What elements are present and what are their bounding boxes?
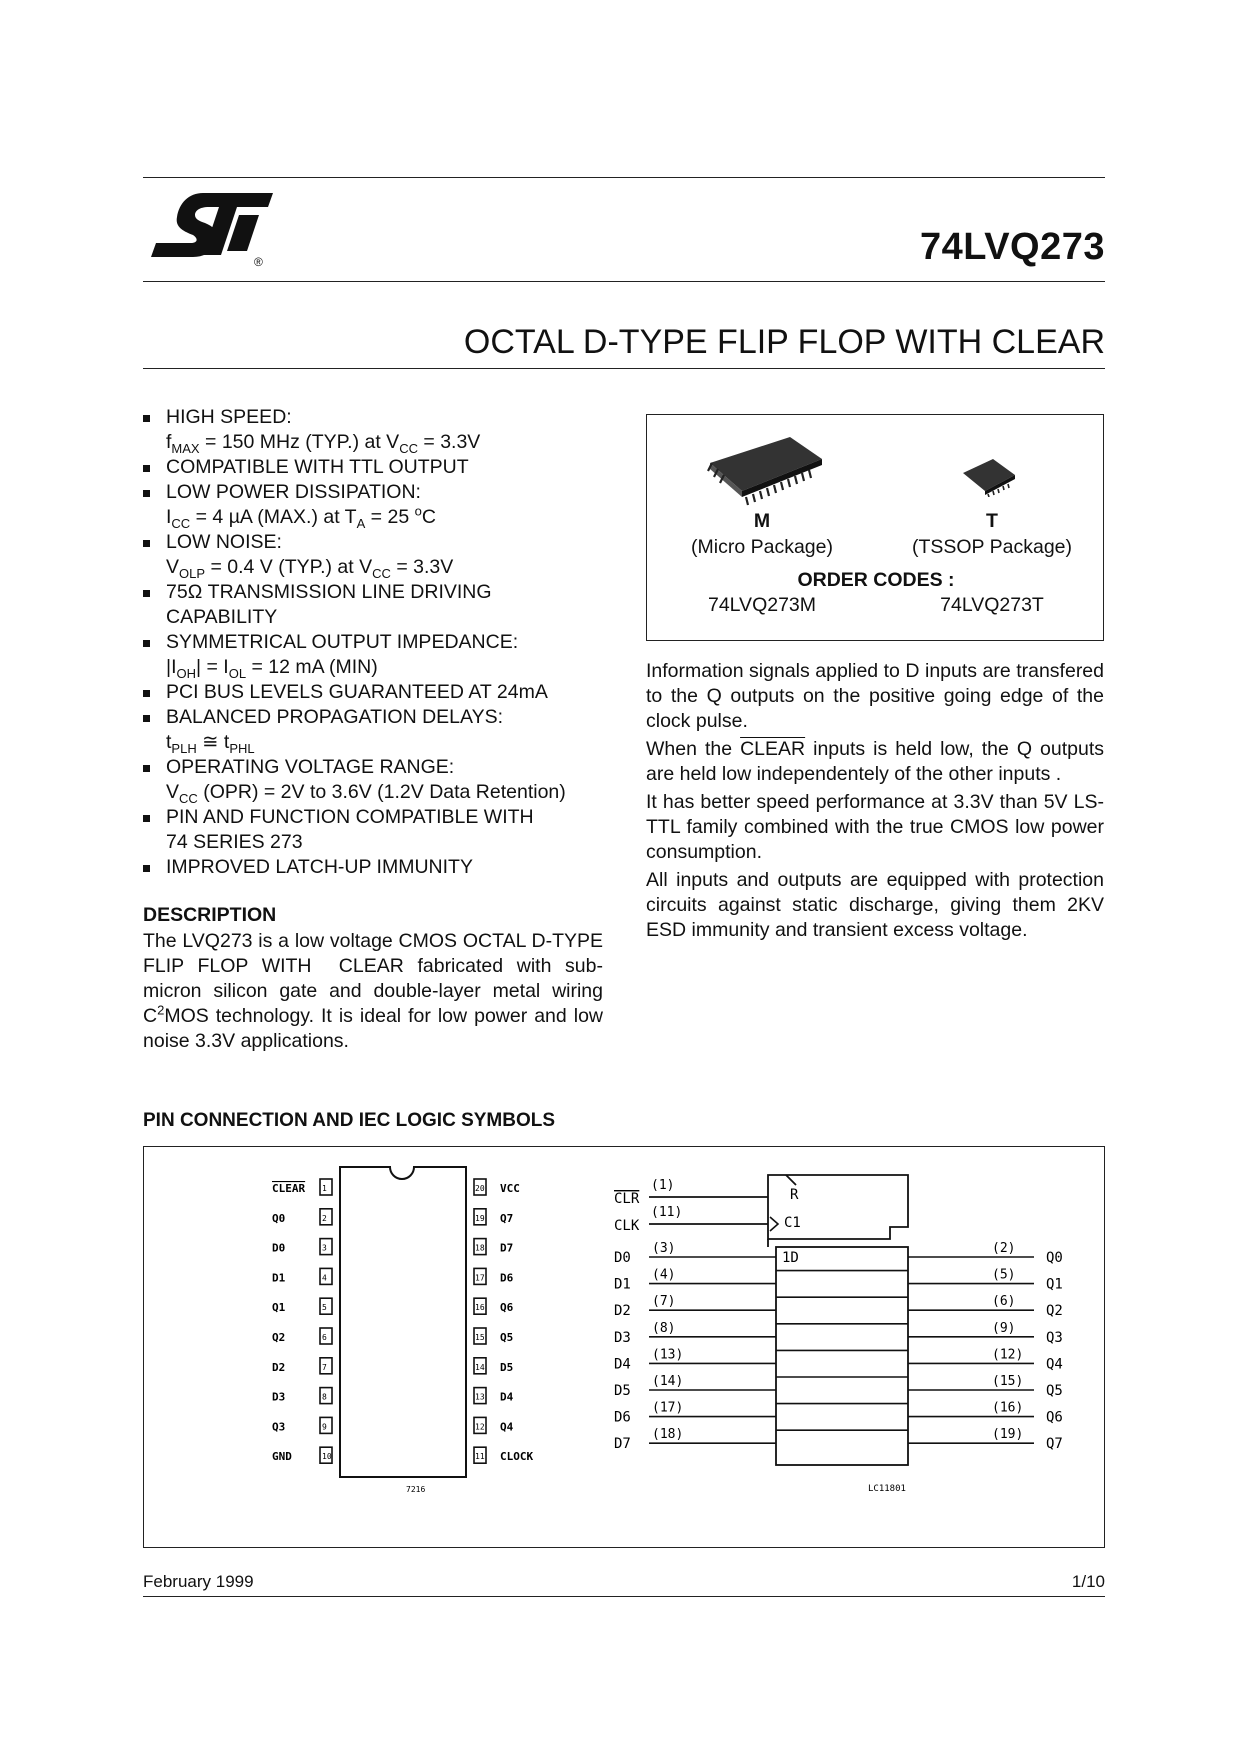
iec-input-label: D2 xyxy=(614,1303,631,1320)
iec-output-label: Q1 xyxy=(1046,1276,1063,1293)
iec-clr-label: CLR xyxy=(614,1191,640,1207)
iec-output-label: Q0 xyxy=(1046,1250,1063,1266)
iec-input-pin: (3) xyxy=(652,1241,676,1256)
iec-input-pin: (7) xyxy=(652,1294,676,1310)
dip-left-pin-number: 5 xyxy=(322,1303,327,1313)
dip-right-pin-label: D5 xyxy=(500,1360,514,1374)
feature-detail: CAPABILITY xyxy=(166,606,278,628)
dip-right-pin-label: D4 xyxy=(500,1390,514,1404)
tssop-package-letter: T xyxy=(986,510,998,532)
feature-item: COMPATIBLE WITH TTL OUTPUT xyxy=(143,455,603,480)
iec-output-label: Q3 xyxy=(1046,1329,1063,1346)
iec-c1-label: C1 xyxy=(784,1215,801,1231)
feature-item: 75Ω TRANSMISSION LINE DRIVING xyxy=(143,580,603,605)
footer-rule xyxy=(143,1596,1105,1597)
dip-right-pin-label: CLOCK xyxy=(500,1450,534,1464)
order-code-t: 74LVQ273T xyxy=(940,594,1044,616)
iec-input-pin: (13) xyxy=(652,1347,684,1363)
dip-left-pin-label: GND xyxy=(272,1450,292,1464)
feature-detail: $t_{PLH}$ ≅ $t_{PHL}$ xyxy=(166,731,255,756)
feature-detail: 74 SERIES 273 xyxy=(166,831,303,853)
iec-input-label: D3 xyxy=(614,1329,631,1346)
feature-detail: $f_{MAX} = 150$ MHz (TYP.) at $V_{CC} = 3.3V$ xyxy=(166,431,481,456)
dip-left-pin-label: CLEAR xyxy=(272,1182,306,1195)
right-description xyxy=(646,659,1104,946)
iec-output-label: Q5 xyxy=(1046,1383,1063,1399)
footer-date: February 1999 xyxy=(143,1572,254,1591)
dip-left-pin-label: Q2 xyxy=(272,1331,286,1344)
iec-input-pin: (17) xyxy=(652,1400,684,1416)
dip-right-pin-number: 16 xyxy=(475,1303,485,1313)
feature-item: LOW NOISE: xyxy=(143,530,603,555)
iec-output-pin: (19) xyxy=(992,1427,1024,1443)
dip-right-pin-number: 14 xyxy=(475,1362,485,1372)
micro-package-letter: M xyxy=(753,510,771,532)
dip-left-pin-label: D1 xyxy=(272,1271,286,1285)
dip-right-pin-number: 20 xyxy=(475,1184,485,1193)
iec-output-label: Q4 xyxy=(1046,1356,1063,1373)
iec-clr-pin: (1) xyxy=(651,1178,675,1193)
iec-input-label: D4 xyxy=(614,1356,631,1373)
feature-item: PCI BUS LEVELS GUARANTEED AT 24mA xyxy=(143,680,603,705)
dip-left-pin-number: 7 xyxy=(322,1362,327,1372)
tssop-package-name: (TSSOP Package) xyxy=(911,536,1073,558)
right-paragraph-1: Information signals applied to D inputs are transfered to the Q outputs on the positive going edge of the clock pulse. xyxy=(646,660,1104,732)
dip-right-pin-label: VCC xyxy=(500,1182,520,1195)
clear-overline: CLEAR xyxy=(740,738,806,760)
iec-code: LC11801 xyxy=(868,1484,906,1494)
pin-diagrams xyxy=(144,1147,1104,1547)
dip-left-pin-number: 2 xyxy=(322,1213,327,1223)
iec-output-pin: (16) xyxy=(992,1400,1024,1416)
iec-clock-triangle xyxy=(770,1217,778,1231)
feature-item: OPERATING VOLTAGE RANGE: xyxy=(143,755,603,780)
header-rule xyxy=(143,281,1105,282)
order-codes-label: ORDER CODES : xyxy=(797,569,955,591)
dip-left-pin-label: Q1 xyxy=(272,1301,286,1315)
dip-left-pin-label: D0 xyxy=(272,1241,286,1255)
dip-right-pin-number: 11 xyxy=(475,1452,485,1462)
dip-left-pin-label: Q0 xyxy=(272,1211,286,1225)
top-rule xyxy=(143,177,1105,178)
dip-right-pin-label: D7 xyxy=(500,1241,514,1255)
iec-output-pin: (9) xyxy=(992,1320,1016,1336)
iec-output-pin: (5) xyxy=(992,1267,1016,1283)
dip-left-pin-number: 10 xyxy=(322,1452,332,1462)
dip-code: 7216 xyxy=(406,1485,426,1494)
iec-input-pin: (14) xyxy=(652,1374,684,1389)
title-rule xyxy=(143,368,1105,369)
iec-input-label: D1 xyxy=(614,1276,631,1293)
dip-left-pin-label: Q3 xyxy=(272,1420,286,1434)
dip-right-pin-number: 19 xyxy=(475,1213,485,1223)
right-paragraph-2: When the CLEAR inputs is held low, the Q outputs are held low independentely of the other inputs . xyxy=(646,738,1104,785)
dip-left-pin-label: D3 xyxy=(272,1390,286,1404)
iec-clk-label: CLK xyxy=(614,1218,640,1234)
iec-input-label: D0 xyxy=(614,1250,631,1266)
dip-package xyxy=(272,1167,533,1494)
iec-input-label: D5 xyxy=(614,1383,631,1399)
micro-package-icon xyxy=(702,433,832,508)
dip-left-pin-number: 1 xyxy=(322,1184,327,1193)
feature-detail: $|I_{OH}| = I_{OL} = 12$ mA (MIN) xyxy=(166,656,378,681)
iec-output-pin: (12) xyxy=(992,1347,1024,1363)
page-title: OCTAL D-TYPE FLIP FLOP WITH CLEAR xyxy=(463,323,1105,361)
iec-output-label: Q7 xyxy=(1046,1436,1063,1453)
feature-item: HIGH SPEED: xyxy=(143,405,603,430)
part-number: 74LVQ273 xyxy=(920,226,1105,268)
iec-input-pin: (4) xyxy=(652,1267,676,1283)
description-body: The LVQ273 is a low voltage CMOS OCTAL D-TYPE FLIP FLOP WITH CLEAR fabricated with sub-micron silicon gate and double-layer metal wiring $C^2MOS$ technology. It is ideal for low power and low noise 3.3V applications. xyxy=(143,930,603,1052)
iec-output-label: Q6 xyxy=(1046,1409,1063,1426)
order-code-m: 74LVQ273M xyxy=(707,594,817,616)
right-paragraph-3: It has better speed performance at 3.3V than 5V LS-TTL family combined with the true CMOS low power consumption. xyxy=(646,791,1104,863)
dip-right-pin-number: 12 xyxy=(475,1422,485,1432)
right-paragraph-4: All inputs and outputs are equipped with protection circuits against static discharge, giving them 2KV ESD immunity and transient excess voltage. xyxy=(646,869,1104,941)
st-logo xyxy=(143,189,288,271)
dip-right-pin-label: Q5 xyxy=(500,1331,514,1344)
dip-right-pin-number: 18 xyxy=(475,1243,485,1253)
dip-left-pin-number: 9 xyxy=(322,1422,327,1432)
iec-input-pin: (18) xyxy=(652,1427,684,1443)
dip-right-pin-label: Q6 xyxy=(500,1301,514,1315)
feature-item: PIN AND FUNCTION COMPATIBLE WITH xyxy=(143,805,603,830)
dip-left-pin-number: 4 xyxy=(322,1273,327,1283)
iec-input-label: D7 xyxy=(614,1436,631,1453)
feature-detail: $V_{CC}$ (OPR) = 2V to 3.6V (1.2V Data Retention) xyxy=(166,781,566,806)
iec-r-label: R xyxy=(790,1187,799,1203)
iec-clk-pin: (11) xyxy=(651,1205,683,1220)
feature-detail: $I_{CC} = 4$ µA (MAX.) at $T_A = 25$ $^o$C xyxy=(166,503,436,531)
tssop-package-icon xyxy=(959,455,1019,497)
feature-detail: $V_{OLP} = 0.4$ V (TYP.) at $V_{CC} = 3.3V$ xyxy=(166,556,454,581)
registered-mark: ® xyxy=(254,255,263,269)
feature-item: BALANCED PROPAGATION DELAYS: xyxy=(143,705,603,730)
features-list xyxy=(143,405,603,880)
dip-right-pin-label: D6 xyxy=(500,1271,514,1285)
iec-output-pin: (6) xyxy=(992,1294,1016,1310)
iec-output-pin: (15) xyxy=(992,1374,1024,1389)
dip-left-pin-number: 6 xyxy=(322,1333,327,1342)
footer-page: 1/10 xyxy=(1071,1572,1105,1591)
iec-output-pin: (2) xyxy=(992,1241,1016,1256)
dip-right-pin-number: 15 xyxy=(475,1333,485,1342)
feature-item: LOW POWER DISSIPATION: xyxy=(143,480,603,505)
iec-input-pin: (8) xyxy=(652,1320,676,1336)
dip-right-pin-number: 13 xyxy=(475,1392,485,1402)
iec-output-label: Q2 xyxy=(1046,1303,1063,1320)
dip-left-pin-number: 8 xyxy=(322,1392,327,1402)
description-heading: DESCRIPTION xyxy=(143,904,277,926)
dip-left-pin-number: 3 xyxy=(322,1243,327,1253)
pin-diagram-box xyxy=(143,1146,1105,1548)
dip-right-pin-label: Q7 xyxy=(500,1211,514,1225)
feature-item: SYMMETRICAL OUTPUT IMPEDANCE: xyxy=(143,630,603,655)
iec-input-label: D6 xyxy=(614,1409,631,1426)
dip-left-pin-label: D2 xyxy=(272,1360,286,1374)
package-box xyxy=(646,414,1104,641)
dip-right-pin-number: 17 xyxy=(475,1273,485,1283)
feature-item: IMPROVED LATCH-UP IMMUNITY xyxy=(143,855,603,880)
dip-right-pin-label: Q4 xyxy=(500,1420,514,1434)
pin-section-heading: PIN CONNECTION AND IEC LOGIC SYMBOLS xyxy=(143,1110,556,1131)
iec-1d-label: 1D xyxy=(782,1250,799,1266)
micro-package-name: (Micro Package) xyxy=(691,536,833,558)
